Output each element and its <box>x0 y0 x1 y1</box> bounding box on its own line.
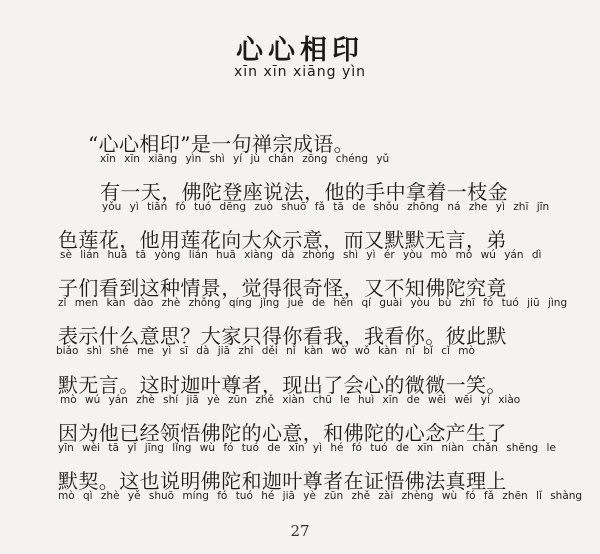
text-line <box>0 369 600 415</box>
line-hanzi: 默契。这也说明佛陀和迦叶尊者在证悟佛法真理上 <box>58 469 507 493</box>
line-hanzi: 因为他已经领悟佛陀的心意，和佛陀的心念产生了 <box>58 421 507 445</box>
line-hanzi: 有一天，佛陀登座说法，他的手中拿着一枝金 <box>100 180 508 204</box>
text-line <box>0 417 600 463</box>
line-hanzi: 色莲花，他用莲花向大众示意，而又默默无言，弟 <box>58 228 507 252</box>
page-title-pinyin: xīn xīn xiāng yìn <box>233 64 366 80</box>
line-pinyin: yǒu yì tiān fó tuó dēng zuò shuō fǎ tā de shǒu zhōng ná zhe yì zhī jīn <box>102 201 550 213</box>
text-line <box>0 128 600 174</box>
text-line <box>0 176 600 222</box>
line-pinyin: xīn xīn xiāng yìn shì yí jù chán zōng chéng yǔ <box>100 153 390 165</box>
line-hanzi: 表示什么意思？大家只得你看我，我看你。彼此默 <box>58 324 507 348</box>
line-hanzi: “心心相印”是一句禅宗成语。 <box>88 132 355 156</box>
line-pinyin: yīn wèi tā yǐ jīng lǐng wù fó tuó de xīn yì hé fó tuó de xīn niàn chǎn shēng le <box>58 442 556 454</box>
text-line <box>0 320 600 366</box>
text-line <box>0 272 600 318</box>
text-line <box>0 224 600 270</box>
page-number: 27 <box>290 522 310 540</box>
line-pinyin: sè lián huā tā yòng lián huā xiàng dà zhòng shì yì ér yòu mò mò wú yán dì <box>60 249 542 261</box>
text-line <box>0 465 600 511</box>
line-pinyin: zǐ men kàn dào zhè zhǒng qíng jǐng jué de hěn qí guài yòu bù zhī fó tuó jiū jìng <box>58 297 568 309</box>
line-pinyin: mò qì zhè yě shuō míng fó tuó hé jiā yè zūn zhě zài zhèng wù fó fǎ zhēn lǐ shàng <box>58 490 583 502</box>
line-hanzi: 默无言。这时迦叶尊者，现出了会心的微微一笑。 <box>58 373 507 397</box>
line-pinyin: mò wú yán zhè shí jiā yè zūn zhě xiàn chū le huì xīn de wēi wēi yí xiào <box>60 394 521 406</box>
line-hanzi: 子们看到这种情景，觉得很奇怪，又不知佛陀究竟 <box>58 276 507 300</box>
line-pinyin: biǎo shì shé me yì sī dà jiā zhǐ děi nǐ kàn wǒ wǒ kàn nǐ bǐ cǐ mò <box>56 345 475 357</box>
page-title: 心心相印 <box>236 35 364 66</box>
